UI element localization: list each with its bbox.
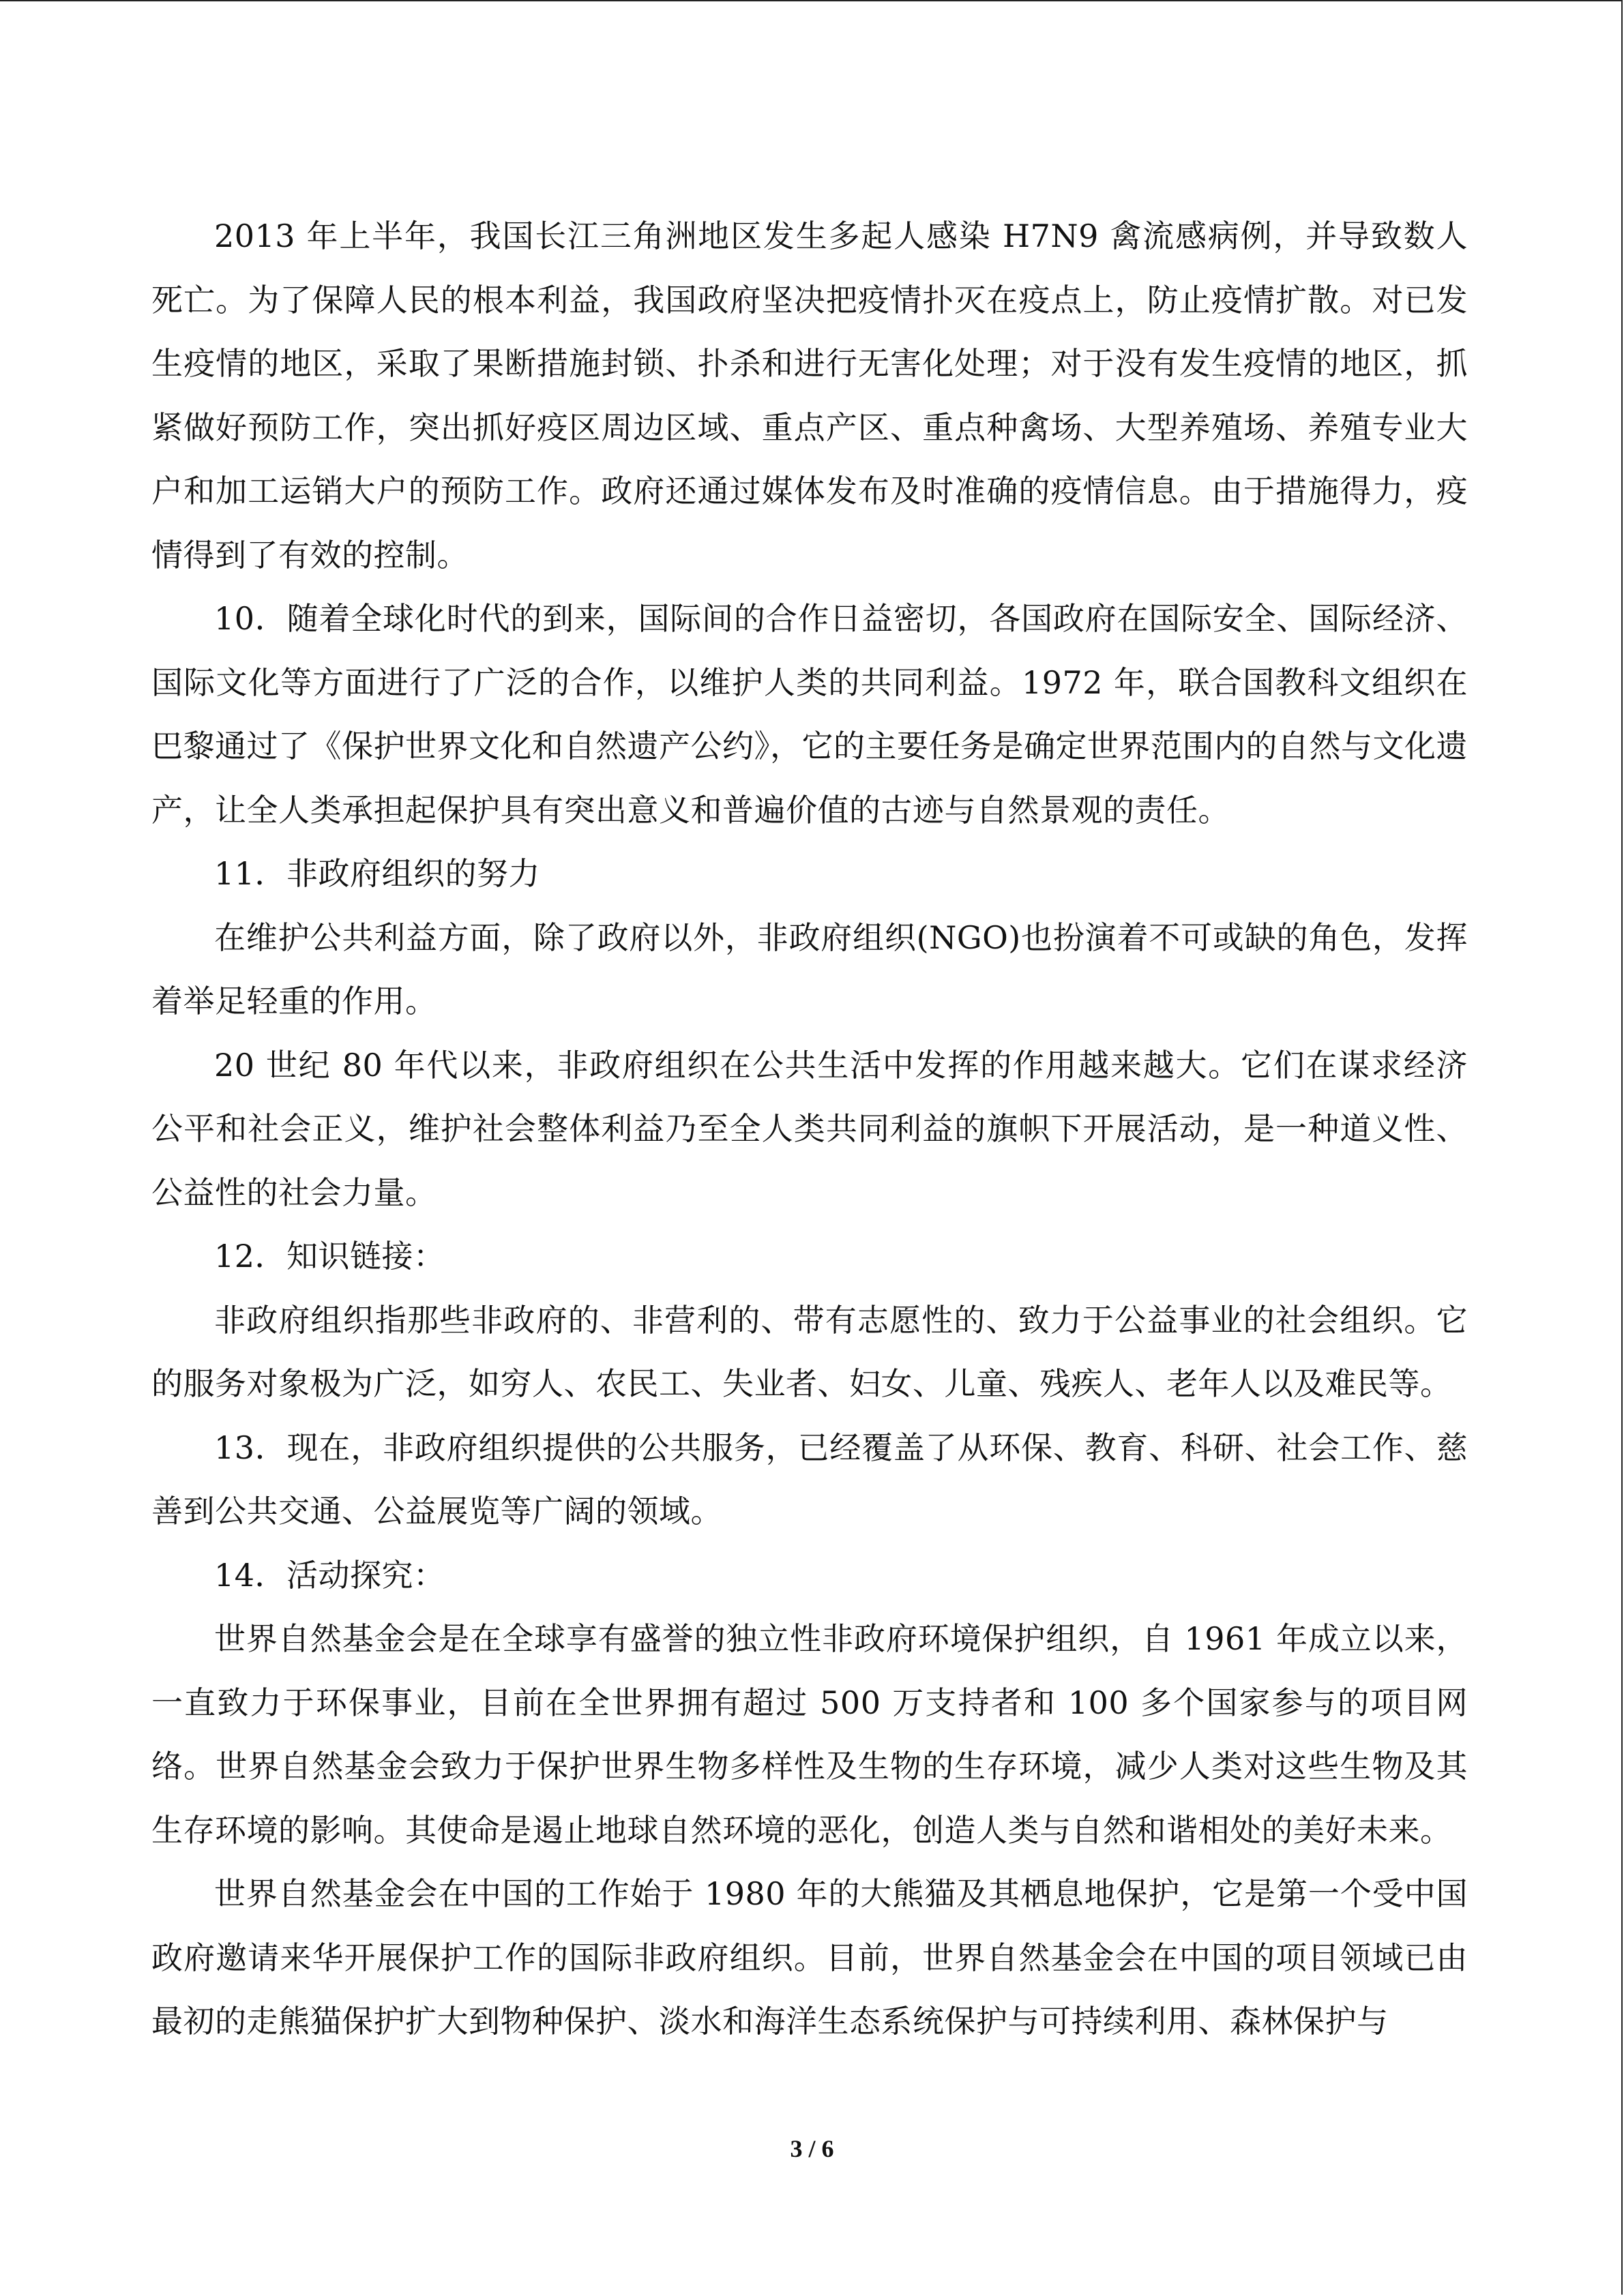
heading-11-ngo-efforts: 11．非政府组织的努力 <box>214 855 541 892</box>
paragraph-ngo-definition: 非政府组织指那些非政府的、非营利的、带有志愿性的、致力于公益事业的社会组织。它的服务对象极为广泛，如穷人、农民工、失业者、妇女、儿童、残疾人、老年人以及难民等。 <box>151 1301 1468 1402</box>
paragraph-13-public-services: 13．现在，非政府组织提供的公共服务，已经覆盖了从环保、教育、科研、社会工作、慈善到公共交通、公益展览等广阔的领域。 <box>151 1429 1468 1530</box>
page-number: 3 / 6 <box>790 2135 834 2162</box>
heading-14-activity: 14．活动探究： <box>214 1556 445 1594</box>
paragraph-ngo-since-1980s: 20 世纪 80 年代以来，非政府组织在公共生活中发挥的作用越来越大。它们在谋求经济公平和社会正义，维护社会整体利益乃至全人类共同利益的旗帜下开展活动，是一种道义性、公益性的社会力量。 <box>151 1046 1468 1211</box>
paragraph-wwf-intro: 世界自然基金会是在全球享有盛誉的独立性非政府环境保护组织，自 1961 年成立以来，一直致力于环保事业，目前在全世界拥有超过 500 万支持者和 100 多个国家参与的项目网络。世界自然基金会致力于保护世界生物多样性及生物的生存环境，减少人类对这些生物及其生存环境的影响。其使命是遏止地球自然环境的恶化，创造人类与自然和谐相处的美好未来。 <box>151 1620 1468 1849</box>
paragraph-h7n9: 2013 年上半年，我国长江三角洲地区发生多起人感染 H7N9 禽流感病例，并导致数人死亡。为了保障人民的根本利益，我国政府坚决把疫情扑灭在疫点上，防止疫情扩散。对已发生疫情的地区，采取了果断措施封锁、扑杀和进行无害化处理；对于没有发生疫情的地区，抓紧做好预防工作，突出抓好疫区周边区域、重点产区、重点种禽场、大型养殖场、养殖专业大户和加工运销大户的预防工作。政府还通过媒体发布及时准确的疫情信息。由于措施得力，疫情得到了有效的控制。 <box>151 218 1468 573</box>
heading-12-knowledge-link: 12．知识链接： <box>214 1238 445 1274</box>
paragraph-ngo-role: 在维护公共利益方面，除了政府以外，非政府组织(NGO)也扮演着不可或缺的角色，发挥着举足轻重的作用。 <box>151 919 1468 1019</box>
paragraph-10-globalization: 10．随着全球化时代的到来，国际间的合作日益密切，各国政府在国际安全、国际经济、国际文化等方面进行了广泛的合作，以维护人类的共同利益。1972 年，联合国教科文组织在巴黎通过了《保护世界文化和自然遗产公约》，它的主要任务是确定世界范围内的自然与文化遗产，让全人类承担起保护具有突出意义和普遍价值的古迹与自然景观的责任。 <box>151 600 1468 829</box>
document-body <box>151 205 1468 2054</box>
paragraph-wwf-china: 世界自然基金会在中国的工作始于 1980 年的大熊猫及其栖息地保护，它是第一个受中国政府邀请来华开展保护工作的国际非政府组织。目前，世界自然基金会在中国的项目领域已由最初的走熊猫保护扩大到物种保护、淡水和海洋生态系统保护与可持续利用、森林保护与 <box>151 1875 1468 2040</box>
